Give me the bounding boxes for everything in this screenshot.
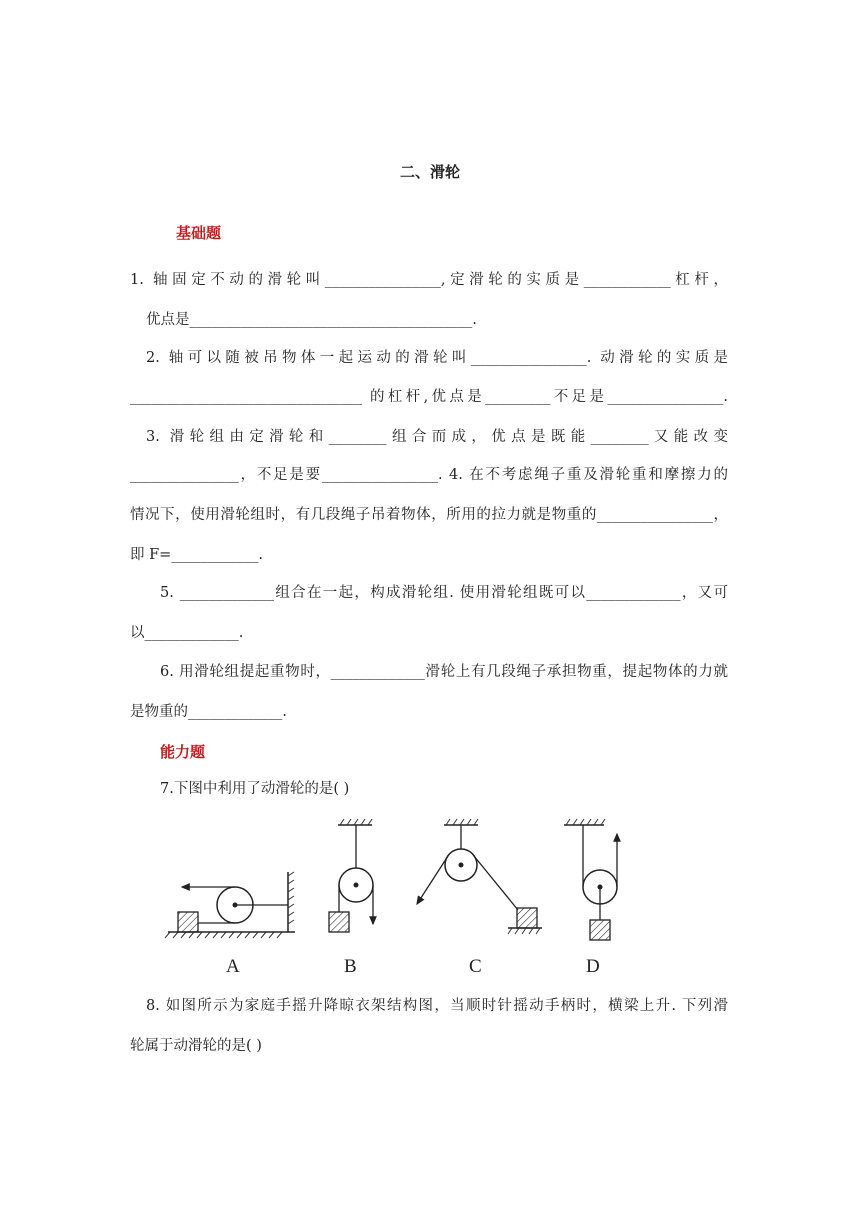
question-6-line-1: 6. 用滑轮组提起重物时，_____________滑轮上有几段绳子承担物重，提起物体的力就 (160, 664, 728, 680)
question-8-line-2: 轮属于动滑轮的是( ) (130, 1038, 262, 1054)
question-2-line-1: 2. 轴可以随被吊物体一起运动的滑轮叫________________. 动滑轮的实质是 (146, 350, 728, 366)
page-title: 二、滑轮 (399, 163, 460, 181)
question-6-line-2: 是物重的_____________. (130, 704, 287, 720)
question-3-line-1: 3. 滑轮组由定滑轮和________组合而成，优点是既能________又能改变 (146, 429, 728, 445)
pulley-diagrams (160, 812, 630, 982)
question-4-line-2: 即 F=____________. (130, 547, 263, 563)
question-8-line-1: 8. 如图所示为家庭手摇升降晾衣架结构图，当顺时针摇动手柄时，横梁上升. 下列滑 (146, 998, 728, 1014)
label-d: D (586, 956, 600, 977)
diagram-b (329, 819, 373, 932)
label-b: B (344, 956, 357, 977)
label-a: A (226, 956, 240, 977)
section-basic-heading: 基础题 (176, 224, 222, 242)
question-4-line-1: 情况下，使用滑轮组时，有几段绳子吊着物体，所用的拉力就是物重的________________， (130, 507, 728, 523)
diagram-c (417, 819, 542, 934)
section-ability-heading: 能力题 (160, 743, 206, 761)
question-3-line-2: _______________，不足是要________________. 4. 在不考虑绳子重及滑轮重和摩擦力的 (130, 467, 728, 483)
question-5-line-2: 以_____________. (130, 625, 244, 641)
question-5-line-1: 5. _____________组合在一起，构成滑轮组. 使用滑轮组既可以_____________，又可 (160, 585, 728, 601)
diagram-d (564, 819, 617, 940)
question-1-line-2: 优点是_______________________________________. (146, 312, 477, 328)
question-1-line-1: 1. 轴固定不动的滑轮叫________________,定滑轮的实质是____________杠杆， (130, 272, 728, 288)
label-c: C (469, 956, 482, 977)
diagram-a (165, 872, 295, 938)
question-2-line-2: ________________________________ 的杠杆,优点是_________不足是________________. (130, 389, 728, 405)
question-7: 7.下图中利用了动滑轮的是( ) (160, 781, 350, 797)
